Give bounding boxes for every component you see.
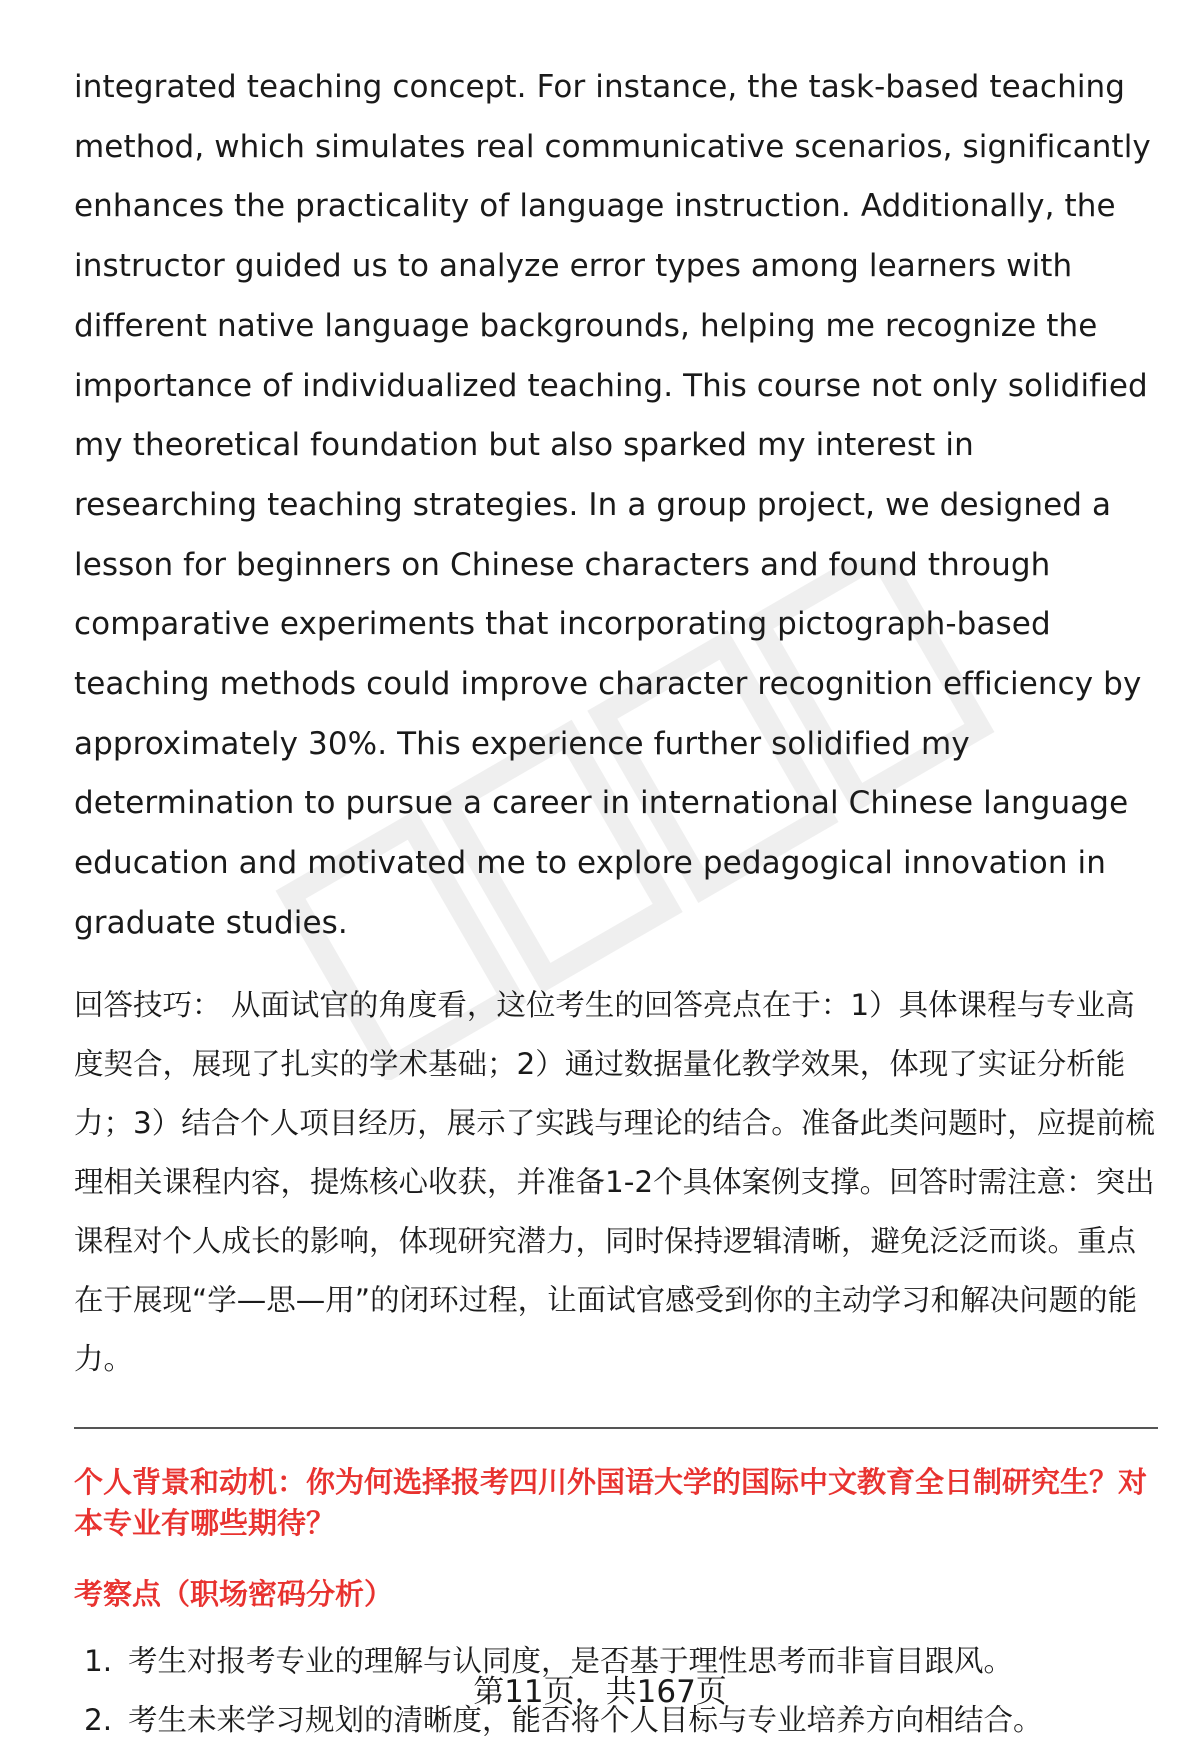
section-divider (74, 1427, 1158, 1429)
assessment-points-title: 考察点（职场密码分析） (74, 1576, 394, 1611)
list-item-text: 考生对报考专业的理解与认同度，是否基于理性思考而非盲目跟风。 (128, 1643, 1014, 1678)
list-item-text: 考生未来学习规划的清晰度，能否将个人目标与专业培养方向相结合。 (128, 1702, 1043, 1737)
english-answer-paragraph: integrated teaching concept. For instance, the task-based teaching method, which simulates real communicative scenarios, significantly enhances the practicality of language instruction. Additionally, the instructor guided us to analyze error types among learners with different native language backgrounds, helping me recognize the importance of individualized teaching. This course not only solidified my theoretical foundation but also sparked my interest in researching teaching strategies. In a group project, we designed a lesson for beginners on Chinese characters and found through comparative experiments that incorporating pictograph-based teaching methods could improve character recognition efficiency by approximately 30%. This experience further solidified my determination to pursue a career in international Chinese language education and motivated me to explore pedagogical innovation in graduate studies. (74, 69, 1151, 941)
page-number-footer: 第11页，共167页 (473, 1674, 727, 1710)
answer-tip-paragraph: 回答技巧： 从面试官的角度看，这位考生的回答亮点在于：1）具体课程与专业高度契合，展现了扎实的学术基础；2）通过数据量化教学效果，体现了实证分析能力；3）结合个人项目经历，展示了实践与理论的结合。准备此类问题时，应提前梳理相关课程内容，提炼核心收获，并准备1-2个具体案例支撑。回答时需注意：突出课程对个人成长的影响，体现研究潜力，同时保持逻辑清晰，避免泛泛而谈。重点在于展现“学—思—用”的闭环过程，让面试官感受到你的主动学习和解决问题的能力。 (74, 987, 1155, 1376)
list-item-number: 2. (84, 1702, 113, 1737)
list-item-number: 1. (84, 1643, 113, 1678)
document-page (74, 58, 1160, 1750)
question-heading: 个人背景和动机：你为何选择报考四川外国语大学的国际中文教育全日制研究生？对本专业有哪些期待？ (74, 1464, 1148, 1540)
